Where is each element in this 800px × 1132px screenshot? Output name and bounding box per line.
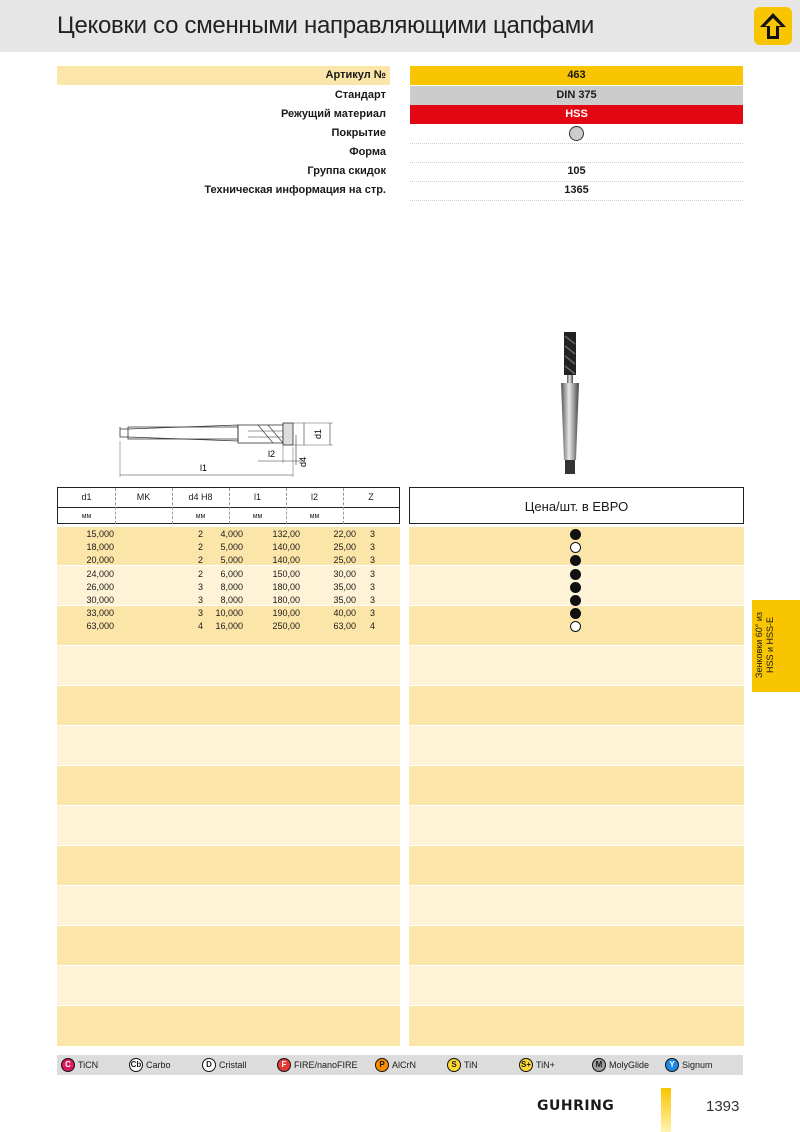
row-band (57, 806, 400, 845)
cell-d4: 16,000 (215, 621, 243, 632)
standard-value: DIN 375 (410, 86, 743, 105)
stock-available-icon[interactable] (570, 529, 581, 540)
table-row[interactable] (57, 554, 400, 567)
divider (172, 488, 173, 524)
row-band (57, 766, 400, 805)
techinfo-label: Техническая информация на стр. (204, 184, 386, 196)
column-header-z: Z (368, 492, 374, 502)
legend-label: TiCN (78, 1060, 99, 1070)
discount-value: 105 (567, 165, 586, 177)
cell-d1: 63,000 (86, 621, 114, 632)
price-band (409, 686, 744, 725)
info-row-techinfo (57, 181, 743, 200)
unit-l2: мм (286, 507, 343, 524)
cell-d1: 24,000 (86, 568, 114, 579)
footer-accent-bar (661, 1088, 671, 1132)
cell-l2: 22,00 (333, 529, 356, 539)
price-band (409, 766, 744, 805)
table-row[interactable] (57, 607, 400, 620)
dimension-d4-label: d4 (298, 456, 308, 467)
row-band (57, 646, 400, 685)
coating-badge-icon: D (202, 1058, 216, 1072)
unit-mk (115, 507, 172, 524)
cell-mk: 3 (197, 581, 203, 592)
row-band (57, 926, 400, 965)
table-row[interactable] (57, 541, 400, 554)
price-band (409, 646, 744, 685)
cell-l2: 30,00 (333, 568, 356, 579)
legend-label: MolyGlide (609, 1060, 650, 1070)
page-header (0, 0, 800, 52)
column-header-l1: l1 (253, 492, 261, 502)
cell-d4: 10,000 (215, 608, 243, 619)
row-band (57, 1006, 400, 1046)
divider (410, 200, 743, 201)
price-band (409, 966, 744, 1005)
cell-d4: 8,000 (220, 581, 243, 592)
uncoated-circle-icon (569, 126, 584, 141)
cell-mk: 2 (197, 529, 203, 539)
unit-z (343, 507, 399, 524)
stock-available-icon[interactable] (570, 582, 581, 593)
divider (229, 488, 230, 524)
cell-l2: 25,00 (333, 542, 356, 553)
info-row-discount (57, 162, 743, 181)
coating-badge-icon: M (592, 1058, 606, 1072)
cell-z: 4 (369, 621, 375, 632)
legend-item (665, 1058, 713, 1072)
cell-d4: 6,000 (220, 568, 243, 579)
dimension-l1-label: l1 (200, 463, 208, 473)
cell-mk: 2 (197, 568, 203, 579)
coating-badge-icon: S (447, 1058, 461, 1072)
dimensions-table-header (57, 487, 400, 524)
cell-d1: 30,000 (86, 595, 114, 605)
stock-available-icon[interactable] (570, 595, 581, 606)
standard-label: Стандарт (334, 89, 386, 101)
cell-d1: 18,000 (86, 542, 114, 553)
section-side-tab[interactable] (752, 600, 800, 692)
legend-label: AlCrN (392, 1060, 416, 1070)
form-label: Форма (349, 146, 386, 158)
page-number: 1393 (706, 1098, 740, 1115)
techinfo-value: 1365 (564, 184, 589, 196)
cell-l2: 40,00 (333, 608, 356, 619)
cell-l1: 140,00 (272, 555, 300, 566)
price-band (409, 806, 744, 845)
price-band (409, 846, 744, 885)
row-band (57, 726, 400, 765)
cell-l2: 25,00 (333, 555, 356, 566)
info-row-coating (57, 124, 743, 143)
article-label: Артикул № (57, 66, 390, 85)
dimension-d1-label: d1 (313, 428, 323, 439)
info-row-standard (57, 86, 743, 105)
info-row-article (57, 66, 743, 85)
legend-item (61, 1058, 98, 1072)
row-band (57, 886, 400, 925)
column-header-l2: l2 (310, 492, 318, 502)
cell-d1: 20,000 (86, 555, 114, 566)
price-band (409, 1006, 744, 1046)
cell-mk: 2 (197, 542, 203, 553)
cell-l2: 63,00 (333, 621, 356, 632)
table-row[interactable] (57, 568, 400, 581)
legend-item (447, 1058, 478, 1072)
cell-l2: 35,00 (333, 595, 356, 605)
coating-badge-icon: Cb (129, 1058, 143, 1072)
cell-l1: 250,00 (272, 621, 300, 632)
unit-d4: мм (172, 507, 229, 524)
table-row[interactable] (57, 594, 400, 607)
cell-l1: 180,00 (272, 595, 300, 605)
legend-item (592, 1058, 649, 1072)
cell-l1: 140,00 (272, 542, 300, 553)
cell-l2: 35,00 (333, 581, 356, 592)
cell-mk: 4 (197, 621, 203, 632)
table-row[interactable] (57, 581, 400, 594)
row-band (57, 686, 400, 725)
material-value: HSS (410, 105, 743, 124)
unit-d1: мм (58, 507, 115, 524)
info-row-form (57, 143, 743, 162)
cell-mk: 3 (197, 595, 203, 605)
row-band (57, 966, 400, 1005)
legend-label: Cristall (219, 1060, 247, 1070)
cell-z: 3 (369, 529, 375, 539)
legend-label: Signum (682, 1060, 713, 1070)
coating-value (410, 124, 743, 143)
cell-mk: 3 (197, 608, 203, 619)
divider (286, 488, 287, 524)
cell-d4: 5,000 (220, 555, 243, 566)
tool-product-image (550, 330, 590, 480)
coating-legend (57, 1055, 743, 1075)
legend-item (519, 1058, 555, 1072)
legend-item (375, 1058, 416, 1072)
price-band (409, 726, 744, 765)
coating-badge-icon: F (277, 1058, 291, 1072)
side-tab-label: Зенковки 60° из HSS и HSS-E (754, 612, 775, 678)
column-header-d4: d4 H8 (188, 492, 213, 502)
article-value: 463 (410, 66, 743, 85)
coating-badge-icon: P (375, 1058, 389, 1072)
cell-z: 3 (369, 555, 375, 566)
cell-z: 3 (369, 595, 375, 605)
coating-badge-icon: Y (665, 1058, 679, 1072)
price-band (409, 886, 744, 925)
legend-label: TiN+ (536, 1060, 555, 1070)
dimension-l2-label: l2 (268, 449, 276, 459)
legend-item (277, 1058, 358, 1072)
info-row-material (57, 105, 743, 124)
legend-label: TiN (464, 1060, 478, 1070)
cell-z: 3 (369, 542, 375, 553)
cell-d4: 4,000 (220, 529, 243, 539)
brand-logo: GUHRING (537, 1098, 615, 1114)
coating-label: Покрытие (331, 127, 386, 139)
countersink-logo-icon (754, 7, 792, 45)
column-header-mk: MK (136, 492, 151, 502)
legend-item (202, 1058, 247, 1072)
divider (343, 488, 344, 524)
column-header-d1: d1 (81, 492, 92, 502)
cell-d4: 5,000 (220, 542, 243, 553)
legend-label: FIRE/nanoFIRE (294, 1060, 358, 1070)
cell-d1: 26,000 (86, 581, 114, 592)
cell-l1: 190,00 (272, 608, 300, 619)
material-label: Режущий материал (280, 108, 386, 120)
cell-d1: 15,000 (86, 529, 114, 539)
cell-mk: 2 (197, 555, 203, 566)
cell-z: 3 (369, 568, 375, 579)
table-row[interactable] (57, 528, 400, 541)
cell-d1: 33,000 (86, 608, 114, 619)
cell-z: 3 (369, 581, 375, 592)
page-title: Цековки со сменными направляющими цапфами (57, 12, 595, 39)
table-row[interactable] (57, 620, 400, 633)
coating-badge-icon: C (61, 1058, 75, 1072)
price-band (409, 926, 744, 965)
cell-d4: 8,000 (220, 595, 243, 605)
unit-l1: мм (229, 507, 286, 524)
row-band (57, 846, 400, 885)
discount-label: Группа скидок (307, 165, 386, 177)
cell-z: 3 (369, 608, 375, 619)
legend-item (129, 1058, 171, 1072)
cell-l1: 180,00 (272, 581, 300, 592)
coating-badge-icon: S+ (519, 1058, 533, 1072)
tool-technical-drawing (108, 405, 348, 480)
cell-l1: 132,00 (272, 529, 300, 539)
cell-l1: 150,00 (272, 568, 300, 579)
divider (115, 488, 116, 524)
legend-label: Carbo (146, 1060, 171, 1070)
stock-available-icon[interactable] (570, 569, 581, 580)
price-column-header: Цена/шт. в ЕВРО (409, 487, 744, 524)
